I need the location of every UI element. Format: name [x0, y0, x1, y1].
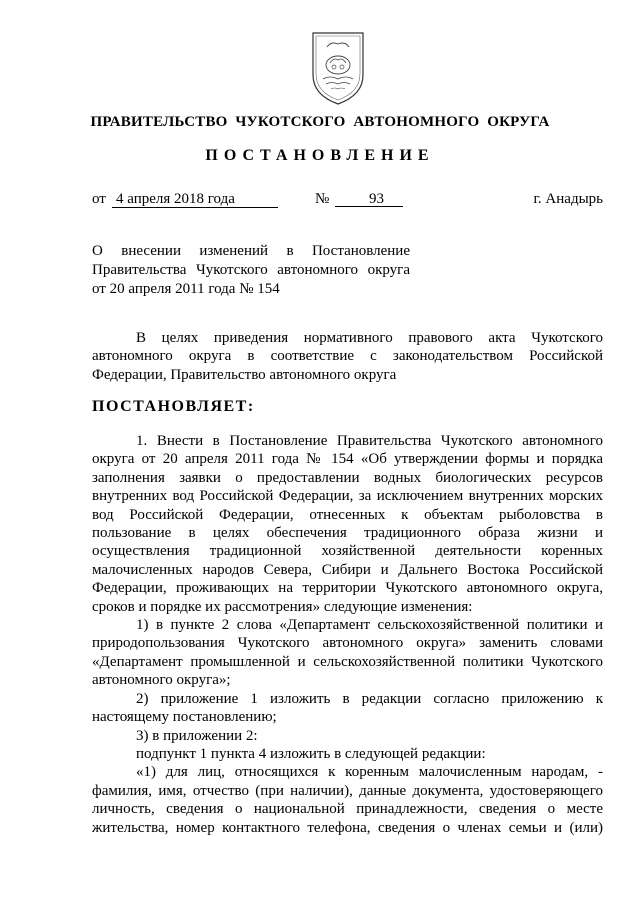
number-label: № [315, 191, 330, 207]
body-line: 3) в приложении 2: [136, 727, 258, 744]
preamble-line: В целях приведения нормативного правового акта Чукотского [136, 330, 603, 346]
body-line: сроков и порядке их рассмотрения» следующие изменения: [92, 598, 473, 615]
document-subject [92, 242, 410, 299]
document-meta-row [92, 191, 603, 211]
body-line: 2) приложение 1 изложить в редакции согласно приложению к [136, 690, 603, 707]
body-line: осуществления традиционной хозяйственной деятельности коренных [92, 543, 603, 560]
body-line: настоящему постановлению; [92, 709, 277, 726]
body-line: личность, сведения о национальной принадлежности, сведения о месте [92, 801, 603, 818]
subject-line: от 20 апреля 2011 года № 154 [92, 281, 280, 297]
date-prefix-label: от [92, 191, 106, 207]
body-line: заполнения заявки о предоставлении водных биологических ресурсов [92, 469, 603, 486]
body-line: автономного округа»; [92, 672, 231, 689]
body-line: 1. Внести в Постановление Правительства Чукотского автономного [136, 433, 603, 449]
body-line: природопользования Чукотского автономного округа» заменить словами [92, 635, 603, 652]
subject-line: Правительства Чукотского автономного округа [92, 262, 410, 278]
chukotka-coat-of-arms-icon [309, 27, 367, 107]
body-line: «1) для лиц, относящихся к коренным малочисленным народам, - [136, 764, 603, 781]
resolve-heading: ПОСТАНОВЛЯЕТ: [92, 398, 255, 415]
body-line: «Департамент промышленной и сельскохозяйственной политики Чукотского [92, 653, 603, 670]
body-line: Федерации, проживающих на территории Чукотского автономного округа, [92, 580, 603, 597]
body-line: фамилия, имя, отчество (при наличии), данные документа, удостоверяющего [92, 782, 603, 799]
body-line: пользование в целях обеспечения традиционного образа жизни и [92, 525, 603, 542]
document-number: 93 [335, 191, 403, 207]
body-line: 1) в пункте 2 слова «Департамент сельскохозяйственной политики и [136, 617, 603, 634]
subject-line: О внесении изменений в Постановление [92, 243, 410, 259]
body-line: вод Российской Федерации, отнесенных к объектам рыболовства в [92, 506, 603, 523]
preamble-paragraph [92, 329, 603, 384]
preamble-line: автономного округа в соответствие с законодательством Российской [92, 348, 603, 365]
body-line: внутренних вод Российской Федерации, за исключением внутренних морских [92, 488, 603, 505]
body-line: округа от 20 апреля 2011 года № 154 «Об утверждении формы и порядка [92, 451, 603, 468]
decree-body [92, 432, 603, 837]
document-type-title: ПОСТАНОВЛЕНИЕ [205, 147, 435, 164]
body-line: подпункт 1 пункта 4 изложить в следующей редакции: [136, 745, 486, 762]
body-line: жительства, номер контактного телефона, сведения о членах семьи и (или) [92, 819, 603, 836]
government-title: ПРАВИТЕЛЬСТВО ЧУКОТСКОГО АВТОНОМНОГО ОКРУГА [90, 114, 550, 130]
document-date: 4 апреля 2018 года [112, 191, 278, 208]
document-place: г. Анадырь [533, 191, 603, 207]
body-line: малочисленных народов Севера, Сибири и Дальнего Востока Российской [92, 561, 603, 578]
preamble-line: Федерации, Правительство автономного округа [92, 366, 397, 383]
